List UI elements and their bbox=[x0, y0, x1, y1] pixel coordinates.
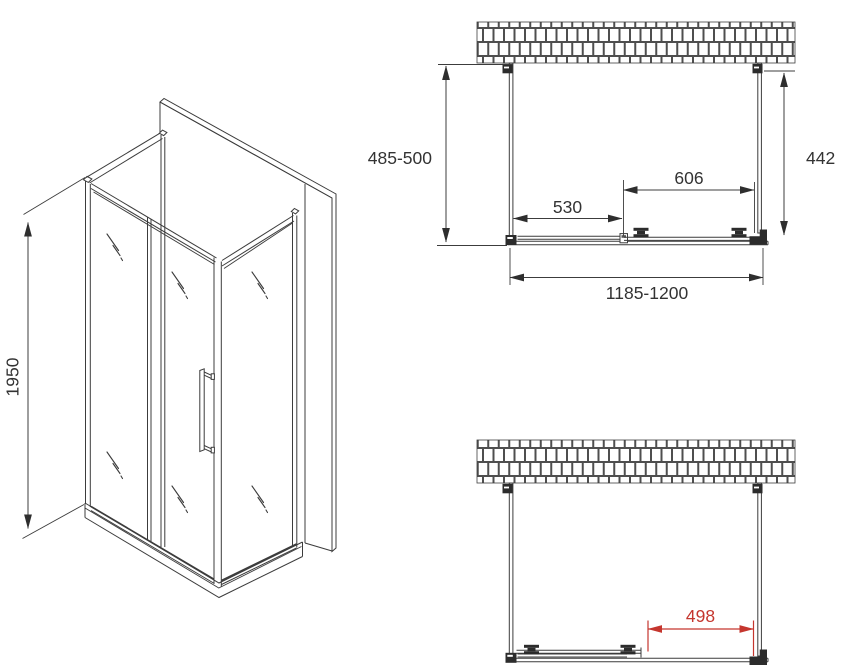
glass-sparkles bbox=[107, 234, 268, 513]
dimension-depth-left bbox=[368, 65, 513, 246]
dim-overall-width-label: 1185-1200 bbox=[605, 283, 689, 303]
dimension-fixed-width bbox=[514, 197, 623, 219]
fixed-panel bbox=[518, 654, 628, 657]
side-panel-right bbox=[758, 483, 762, 656]
bottom-track bbox=[508, 241, 769, 245]
door-roller bbox=[621, 645, 636, 655]
wall-anchor-bracket bbox=[753, 64, 763, 74]
door-roller bbox=[732, 228, 747, 238]
dimension-depth-right bbox=[764, 71, 835, 235]
sliding-door-open bbox=[517, 645, 642, 658]
bottom-track bbox=[508, 658, 769, 662]
dim-slider-width-label: 606 bbox=[674, 168, 704, 188]
wall-panel bbox=[160, 99, 336, 552]
dimension-opening-width bbox=[648, 606, 754, 656]
plan-view-door-open bbox=[477, 440, 795, 665]
wall-hatch-bottom bbox=[477, 440, 795, 483]
door-roller bbox=[524, 645, 539, 655]
shower-tray bbox=[85, 503, 303, 598]
floor-bracket bbox=[506, 653, 517, 663]
dim-depth-left-label: 485-500 bbox=[367, 148, 432, 168]
side-panel-left bbox=[509, 483, 513, 654]
wall-anchor-bracket bbox=[503, 484, 513, 494]
plan-view-doors-closed bbox=[368, 22, 835, 303]
side-panel-left bbox=[509, 63, 513, 241]
dimension-height bbox=[3, 178, 86, 539]
dim-height-label: 1950 bbox=[2, 357, 23, 397]
dimension-overall-width bbox=[510, 248, 763, 303]
wall-hatch-top bbox=[477, 22, 795, 63]
dim-depth-right-label: 442 bbox=[806, 148, 836, 168]
sliding-door bbox=[624, 228, 757, 241]
floor-bracket bbox=[506, 235, 517, 245]
iso-view bbox=[3, 99, 337, 598]
wall-anchor-bracket bbox=[503, 64, 513, 74]
dimension-slider-width bbox=[624, 168, 755, 236]
door-handle bbox=[200, 369, 215, 453]
frame-posts bbox=[84, 130, 299, 586]
dim-opening-width-label: 498 bbox=[685, 606, 716, 626]
dim-fixed-width-label: 530 bbox=[552, 197, 583, 217]
door-roller bbox=[634, 228, 649, 238]
side-panel-right bbox=[758, 63, 762, 233]
wall-anchor-bracket bbox=[753, 484, 763, 494]
